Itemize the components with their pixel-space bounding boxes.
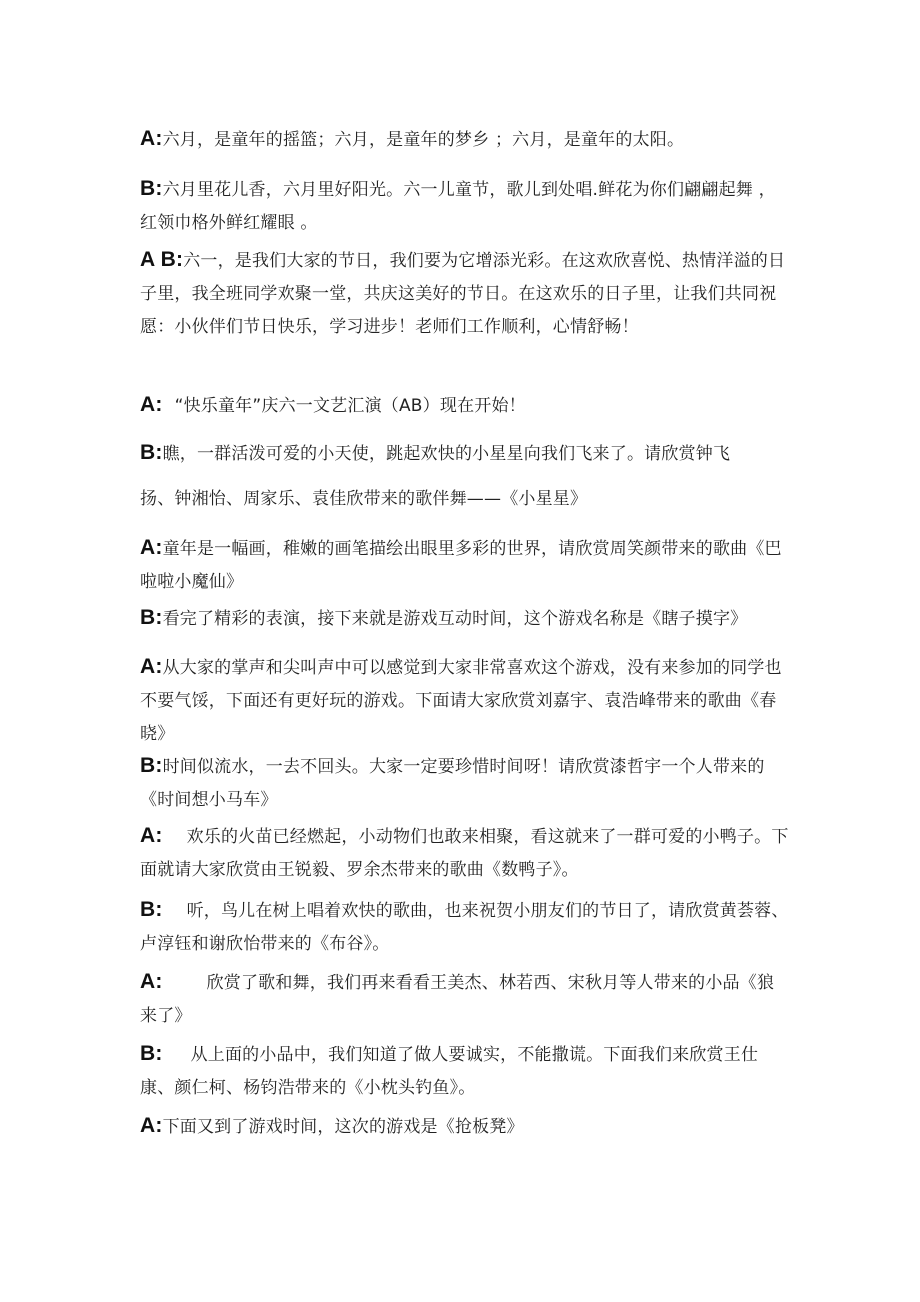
script-line: [140, 436, 790, 471]
speaker-label: B:: [140, 606, 163, 629]
line-text: 下面又到了游戏时间，这次的游戏是《抢板凳》: [162, 1117, 524, 1137]
script-line: [140, 893, 790, 961]
speaker-label: B:: [140, 441, 163, 464]
line-text: 六一，是我们大家的节日，我们要为它增添光彩。在这欢欣喜悦、热情洋溢的日子里，我全班同学欢聚一堂，共庆这美好的节日。在这欢乐的日子里，让我们共同祝愿：小伙伴们节日快乐，学习进步！老师们工作顺利，心情舒畅！: [140, 251, 786, 337]
script-line: [140, 122, 790, 157]
speaker-label: B:: [140, 898, 163, 921]
speaker-label: B:: [140, 1042, 163, 1065]
line-text: 童年是一幅画，稚嫩的画笔描绘出眼里多彩的世界，请欣赏周笑颜带来的歌曲《巴啦啦小魔仙》: [140, 539, 782, 592]
script-line: [140, 965, 790, 1033]
script-line: [140, 1037, 790, 1105]
line-text: 六月里花儿香，六月里好阳光。六一儿童节，歌儿到处唱.鲜花为你们翩翩起舞 ，红领巾格外鲜红耀眼 。: [140, 180, 776, 233]
line-text: 六月，是童年的摇篮；六月，是童年的梦乡 ；六月，是童年的太阳。: [162, 130, 685, 150]
line-text: 扬、钟湘怡、周家乐、袁佳欣带来的歌伴舞——《小星星》: [140, 489, 588, 509]
script-line: [140, 388, 790, 423]
script-line: [140, 650, 790, 751]
line-text: 瞧，一群活泼可爱的小天使，跳起欢快的小星星向我们飞来了。请欣赏钟飞: [162, 444, 731, 464]
speaker-label: A:: [140, 824, 163, 847]
line-text: 从上面的小品中，我们知道了做人要诚实，不能撒谎。下面我们来欣赏王仕康、颜仁柯、杨钧浩带来的《小枕头钓鱼》。: [140, 1045, 759, 1098]
script-line: [140, 601, 790, 636]
script-line: [140, 1109, 790, 1144]
speaker-label: A:: [140, 655, 163, 678]
line-text: 从大家的掌声和尖叫声中可以感觉到大家非常喜欢这个游戏，没有来参加的同学也不要气馁，下面还有更好玩的游戏。下面请大家欣赏刘嘉宇、袁浩峰带来的歌曲《春晓》: [140, 658, 782, 744]
script-line: [140, 819, 790, 887]
line-text: 欣赏了歌和舞，我们再来看看王美杰、林若西、宋秋月等人带来的小品《狼来了》: [140, 973, 775, 1026]
speaker-label: A:: [140, 536, 163, 559]
speaker-label: B:: [140, 177, 163, 200]
script-line: [140, 243, 790, 344]
script-line: [140, 749, 790, 817]
script-line: [140, 172, 790, 240]
speaker-label: B:: [140, 754, 163, 777]
script-line: [140, 531, 790, 599]
speaker-label: A B:: [140, 248, 184, 271]
line-text: “快乐童年”庆六一文艺汇演（AB）现在开始！: [174, 396, 526, 416]
speaker-label: A:: [140, 393, 163, 416]
line-text: 时间似流水，一去不回头。大家一定要珍惜时间呀！请欣赏漆哲宇一个人带来的《时间想小马车》: [140, 757, 765, 810]
speaker-label: A:: [140, 970, 163, 993]
line-text: 听，鸟儿在树上唱着欢快的歌曲，也来祝贺小朋友们的节日了，请欣赏黄荟蓉、卢淳钰和谢欣怡带来的《布谷》。: [140, 901, 789, 954]
speaker-label: A:: [140, 127, 163, 150]
line-text: 看完了精彩的表演，接下来就是游戏互动时间，这个游戏名称是《瞎子摸字》: [162, 609, 748, 629]
script-line: [140, 483, 790, 516]
line-text: 欢乐的火苗已经燃起，小动物们也敢来相聚，看这就来了一群可爱的小鸭子。下面就请大家欣赏由王锐毅、罗余杰带来的歌曲《数鸭子》。: [140, 827, 789, 880]
speaker-label: A:: [140, 1114, 163, 1137]
